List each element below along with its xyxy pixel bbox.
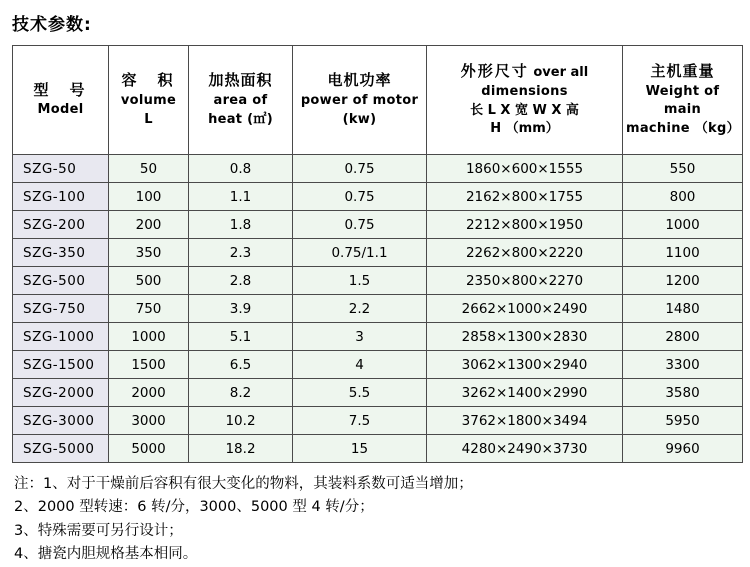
- cell-volume: 5000: [109, 435, 189, 463]
- column-header-dimensions-en3: H （mm）: [490, 121, 559, 137]
- cell-weight: 550: [623, 155, 743, 183]
- table-header: [13, 46, 743, 155]
- cell-volume: 350: [109, 239, 189, 267]
- specifications-table: [12, 45, 743, 463]
- column-header-weight: [623, 46, 743, 155]
- cell-volume: 3000: [109, 407, 189, 435]
- cell-motor-power: 0.75: [293, 211, 427, 239]
- cell-motor-power: 15: [293, 435, 427, 463]
- table-row: [13, 267, 743, 295]
- column-header-weight-en: Weight of main: [645, 83, 720, 118]
- note-line: 4、搪瓷内胆规格基本相同。: [14, 546, 198, 563]
- cell-model: SZG-750: [13, 295, 109, 323]
- cell-weight: 1100: [623, 239, 743, 267]
- cell-weight: 3300: [623, 351, 743, 379]
- column-header-model: [13, 46, 109, 155]
- cell-dimensions: 2350×800×2270: [427, 267, 623, 295]
- table-row: [13, 407, 743, 435]
- cell-motor-power: 0.75: [293, 155, 427, 183]
- cell-dimensions: 2662×1000×2490: [427, 295, 623, 323]
- table-row: [13, 239, 743, 267]
- cell-dimensions: 2858×1300×2830: [427, 323, 623, 351]
- column-header-volume-en: volume: [120, 93, 177, 109]
- column-header-dimensions: [427, 46, 623, 155]
- cell-heat-area: 3.9: [189, 295, 293, 323]
- cell-model: SZG-2000: [13, 379, 109, 407]
- cell-model: SZG-50: [13, 155, 109, 183]
- cell-volume: 100: [109, 183, 189, 211]
- table-row: [13, 295, 743, 323]
- column-header-heat-area-cn: 加热面积: [208, 71, 273, 90]
- cell-heat-area: 2.3: [189, 239, 293, 267]
- column-header-weight-cn: 主机重量: [650, 61, 715, 80]
- cell-heat-area: 6.5: [189, 351, 293, 379]
- column-header-volume-unit: L: [144, 111, 153, 127]
- cell-dimensions: 1860×600×1555: [427, 155, 623, 183]
- column-header-motor-power: [293, 46, 427, 155]
- cell-dimensions: 2212×800×1950: [427, 211, 623, 239]
- cell-heat-area: 10.2: [189, 407, 293, 435]
- cell-motor-power: 1.5: [293, 267, 427, 295]
- column-header-heat-area-en: area of: [213, 93, 268, 109]
- notes-section: [14, 473, 740, 567]
- cell-volume: 1500: [109, 351, 189, 379]
- table-row: [13, 379, 743, 407]
- cell-heat-area: 18.2: [189, 435, 293, 463]
- cell-weight: 1480: [623, 295, 743, 323]
- column-header-dimensions-line1: [430, 61, 619, 83]
- cell-weight: 3580: [623, 379, 743, 407]
- cell-weight: 9960: [623, 435, 743, 463]
- table-header-row: [13, 46, 743, 155]
- cell-weight: 1000: [623, 211, 743, 239]
- cell-dimensions: 3762×1800×3494: [427, 407, 623, 435]
- cell-weight: 1200: [623, 267, 743, 295]
- cell-dimensions: 3262×1400×2990: [427, 379, 623, 407]
- table-row: [13, 211, 743, 239]
- table-body: [13, 155, 743, 463]
- table-row: [13, 351, 743, 379]
- column-header-motor-power-unit: (kw): [342, 111, 377, 127]
- column-header-heat-area: [189, 46, 293, 155]
- cell-motor-power: 0.75/1.1: [293, 239, 427, 267]
- cell-model: SZG-100: [13, 183, 109, 211]
- column-header-dimensions-en: over all: [533, 64, 589, 80]
- table-row: [13, 323, 743, 351]
- cell-volume: 750: [109, 295, 189, 323]
- column-header-volume-cn: 容 积: [121, 71, 176, 90]
- column-header-model-cn: 型 号: [33, 80, 88, 99]
- column-header-dimensions-cn2: 长 L X 宽 W X 高: [470, 102, 579, 118]
- column-header-dimensions-en2: dimensions: [481, 83, 568, 99]
- cell-dimensions: 2162×800×1755: [427, 183, 623, 211]
- cell-dimensions: 3062×1300×2940: [427, 351, 623, 379]
- table-row: [13, 183, 743, 211]
- table-row: [13, 435, 743, 463]
- column-header-weight-en2: machine （kg）: [626, 121, 740, 137]
- cell-model: SZG-1500: [13, 351, 109, 379]
- cell-motor-power: 0.75: [293, 183, 427, 211]
- cell-model: SZG-1000: [13, 323, 109, 351]
- column-header-heat-area-unit: heat (㎡): [208, 111, 273, 127]
- cell-motor-power: 4: [293, 351, 427, 379]
- cell-motor-power: 7.5: [293, 407, 427, 435]
- cell-dimensions: 4280×2490×3730: [427, 435, 623, 463]
- cell-volume: 2000: [109, 379, 189, 407]
- cell-heat-area: 1.8: [189, 211, 293, 239]
- cell-dimensions: 2262×800×2220: [427, 239, 623, 267]
- cell-model: SZG-350: [13, 239, 109, 267]
- cell-heat-area: 5.1: [189, 323, 293, 351]
- cell-volume: 200: [109, 211, 189, 239]
- column-header-motor-power-en: power of motor: [300, 93, 419, 109]
- column-header-volume: [109, 46, 189, 155]
- cell-weight: 5950: [623, 407, 743, 435]
- cell-weight: 2800: [623, 323, 743, 351]
- cell-heat-area: 1.1: [189, 183, 293, 211]
- note-line: 3、特殊需要可另行设计；: [14, 522, 183, 539]
- cell-model: SZG-200: [13, 211, 109, 239]
- cell-volume: 50: [109, 155, 189, 183]
- note-line: 2、2000 型转速：6 转/分，3000、5000 型 4 转/分；: [14, 499, 374, 516]
- cell-volume: 1000: [109, 323, 189, 351]
- cell-motor-power: 3: [293, 323, 427, 351]
- cell-heat-area: 0.8: [189, 155, 293, 183]
- cell-heat-area: 8.2: [189, 379, 293, 407]
- cell-volume: 500: [109, 267, 189, 295]
- cell-heat-area: 2.8: [189, 267, 293, 295]
- note-line: 注：1、对于干燥前后容积有很大变化的物料，其装料系数可适当增加；: [14, 476, 473, 492]
- cell-motor-power: 5.5: [293, 379, 427, 407]
- cell-model: SZG-500: [13, 267, 109, 295]
- cell-weight: 800: [623, 183, 743, 211]
- column-header-dimensions-cn: 外形尺寸: [460, 61, 529, 80]
- column-header-model-en: Model: [37, 102, 84, 118]
- cell-model: SZG-3000: [13, 407, 109, 435]
- page-title: 技术参数:: [12, 15, 92, 35]
- table-row: [13, 155, 743, 183]
- cell-motor-power: 2.2: [293, 295, 427, 323]
- column-header-motor-power-cn: 电机功率: [327, 71, 392, 90]
- cell-model: SZG-5000: [13, 435, 109, 463]
